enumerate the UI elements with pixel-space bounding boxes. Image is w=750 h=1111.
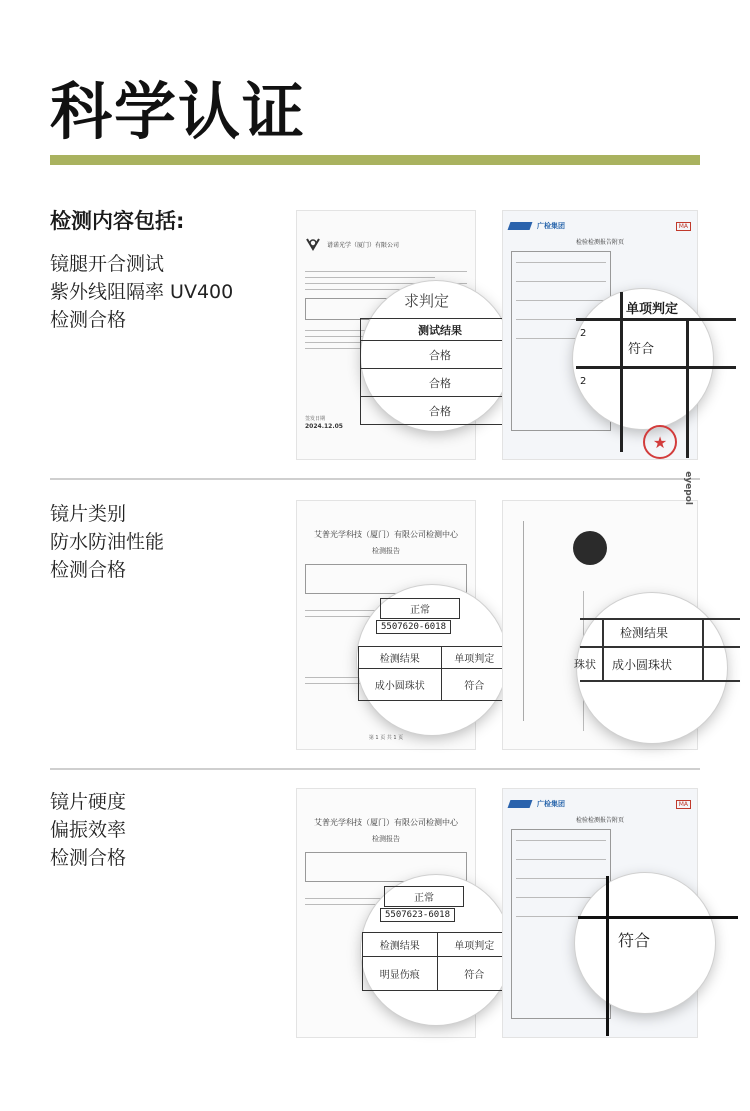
mag-cell: 合格 (361, 397, 520, 425)
section-divider (50, 768, 700, 770)
section-line: 镜腿开合测试 (50, 253, 165, 275)
section-text (50, 206, 270, 334)
mag-col-header: 检测结果 (363, 933, 438, 957)
brand-logo-icon (508, 222, 533, 230)
section-waterproof-test (50, 471, 700, 760)
seal-stamp-icon: ★ (643, 425, 677, 459)
doc-report-title: 检验检测报告附页 (575, 817, 624, 824)
magnifier-lens (357, 585, 507, 735)
mag-top-text: 求判定 (404, 292, 450, 310)
eyepol-logo: eyepol (683, 471, 693, 505)
mag-cell: 合格 (361, 341, 520, 369)
mag-header: 检测结果 (620, 626, 669, 640)
mag-status: 正常 (410, 605, 430, 616)
doc-org: 艾普光学科技（厦门）有限公司检测中心 (314, 530, 458, 539)
doc-org: 谱诺光学（厦门）有限公司 (327, 241, 400, 249)
mag-col-header: 单项判定 (441, 647, 507, 669)
mag-cell: 成小圆珠状 (359, 669, 442, 701)
magnifier-lens (361, 281, 511, 431)
company-logo-icon (305, 237, 321, 251)
section-divider (50, 478, 700, 480)
section-uv-test (50, 206, 700, 466)
report-image-right (502, 788, 698, 1038)
section-heading: 检测内容包括: (50, 209, 185, 233)
doc-report-title: 检验检测报告附页 (575, 239, 624, 246)
issue-label: 签发日期 (305, 416, 326, 422)
sunglasses-photo-icon (573, 531, 607, 565)
mag-value: 符合 (628, 342, 655, 357)
mag-value: 符合 (618, 931, 651, 950)
section-text (50, 788, 270, 872)
magnifier-lens (361, 875, 511, 1025)
report-image-left (296, 500, 495, 750)
report-image-right (502, 210, 698, 460)
section-line: 镜片类别 (50, 503, 127, 525)
doc-report-title: 检测报告 (372, 835, 400, 843)
section-hardness-test (50, 788, 700, 1048)
section-text (50, 500, 270, 584)
mag-mark: 2 (580, 376, 587, 387)
section-line: 检测合格 (50, 847, 127, 869)
report-image-right (502, 471, 698, 750)
section-line: 紫外线阻隔率 UV400 (50, 281, 234, 303)
report-image-left (296, 788, 495, 1038)
page-title: 科学认证 (50, 75, 307, 148)
mag-left: 珠状 (574, 658, 596, 671)
mag-code: 5507623-6018 (380, 908, 455, 922)
brand-name: 广检集团 (537, 222, 565, 230)
title-accent-bar (50, 155, 700, 165)
magnifier-lens (573, 289, 713, 429)
section-line: 检测合格 (50, 309, 127, 331)
section-line: 镜片硬度 (50, 791, 127, 813)
mag-cell: 明显伤痕 (363, 957, 438, 991)
page-number: 第 1 页 共 1 页 (368, 735, 404, 741)
report-image-left (296, 210, 476, 460)
mag-status: 正常 (414, 893, 434, 904)
section-line: 检测合格 (50, 559, 127, 581)
mag-mark: 2 (580, 328, 587, 339)
doc-org: 艾普光学科技（厦门）有限公司检测中心 (314, 818, 458, 827)
magnifier-lens (575, 873, 715, 1013)
section-line: 防水防油性能 (50, 531, 165, 553)
mag-cell: 测试结果 (361, 319, 520, 341)
doc-header (503, 793, 697, 815)
mag-code: 5507620-6018 (376, 620, 451, 634)
doc-header (503, 215, 697, 237)
brand-name: 广检集团 (537, 800, 565, 808)
cma-badge-icon: MA (676, 800, 691, 809)
mag-value: 成小圆珠状 (612, 658, 673, 672)
section-line: 偏振效率 (50, 819, 127, 841)
mag-col-header: 检测结果 (359, 647, 442, 669)
doc-report-title: 检测报告 (372, 547, 400, 555)
issue-date: 2024.12.05 (305, 423, 343, 430)
cma-badge-icon: MA (676, 222, 691, 231)
brand-logo-icon (508, 800, 533, 808)
magnifier-lens (574, 593, 727, 743)
mag-col-header: 单项判定 (437, 933, 512, 957)
mag-cell: 合格 (361, 369, 520, 397)
mag-cell: 符合 (441, 669, 507, 701)
mag-header: 单项判定 (626, 302, 679, 317)
mag-cell: 符合 (437, 957, 512, 991)
